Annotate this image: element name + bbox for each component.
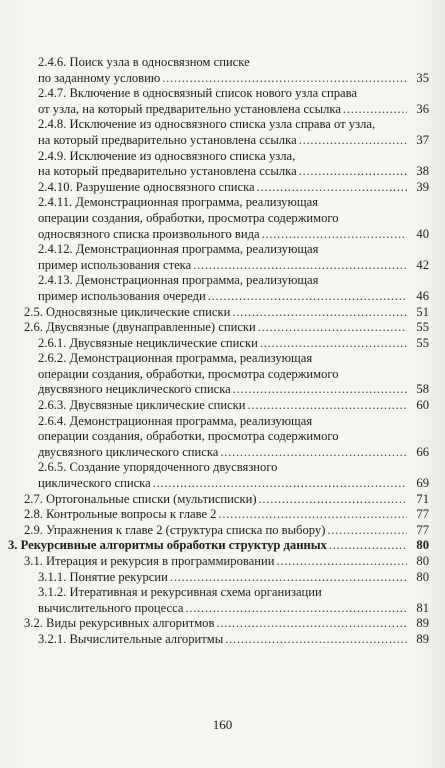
toc-entry-last-line bbox=[38, 398, 429, 414]
toc-entry bbox=[38, 117, 445, 148]
toc-entry bbox=[24, 507, 445, 523]
toc-page-number: 42 bbox=[416, 257, 429, 272]
toc-entry-text: от узла, на который предварительно установлена ссылка bbox=[38, 101, 341, 116]
toc-entry-last-line bbox=[24, 320, 429, 336]
toc-entry-text: 3. Рекурсивные алгоритмы обработки структур данных bbox=[8, 538, 327, 553]
toc-entry-text: 2.7. Ортогональные списки (мультисписки) bbox=[24, 491, 257, 506]
toc-entry-text: пример использования стека bbox=[38, 257, 192, 272]
dot-leader bbox=[193, 258, 407, 274]
dot-leader bbox=[153, 476, 407, 492]
dot-leader bbox=[327, 523, 407, 539]
toc-page-number: 89 bbox=[416, 616, 429, 631]
toc-page-number: 37 bbox=[416, 132, 429, 147]
toc-page-number: 55 bbox=[416, 335, 429, 350]
toc-entry-text: 3.1. Итерация и рекурсия в программировании bbox=[24, 554, 275, 568]
toc-entry bbox=[38, 585, 445, 616]
toc-entry-text: 2.4.12. Демонстрационная программа, реализующая bbox=[38, 242, 319, 257]
toc-entry-last-line bbox=[38, 102, 429, 118]
dot-leader bbox=[299, 133, 407, 149]
dot-leader bbox=[162, 71, 407, 87]
toc-entry bbox=[38, 351, 445, 398]
dot-leader bbox=[260, 336, 407, 352]
dot-leader bbox=[259, 492, 407, 508]
dot-leader bbox=[233, 382, 407, 398]
toc-entry bbox=[38, 460, 445, 491]
toc-entry-last-line bbox=[38, 289, 429, 305]
toc-entry-last-line bbox=[38, 632, 429, 648]
toc-entry-text: 2.4.8. Исключение из односвязного списка узла справа от узла, bbox=[38, 117, 376, 132]
toc-page-number: 66 bbox=[416, 444, 429, 459]
toc-entry bbox=[24, 305, 445, 321]
toc-entry-last-line bbox=[24, 554, 429, 570]
toc-entry bbox=[24, 554, 445, 570]
toc-page-number: 36 bbox=[416, 101, 429, 116]
toc-entry-text: 2.6.1. Двусвязные нециклические списки bbox=[38, 335, 258, 350]
toc-entry-last-line bbox=[38, 336, 429, 352]
toc-entry bbox=[24, 320, 445, 336]
toc-entry-text: 2.4.13. Демонстрационная программа, реализующая bbox=[38, 273, 319, 288]
toc-entry-last-line bbox=[38, 476, 429, 492]
toc-page-number: 51 bbox=[416, 304, 429, 319]
toc-page-number: 55 bbox=[416, 320, 429, 335]
toc-page-number: 35 bbox=[416, 70, 429, 85]
toc-entry bbox=[38, 273, 445, 304]
toc-entry-text: 2.6.2. Демонстрационная программа, реализующая bbox=[38, 351, 313, 366]
dot-leader bbox=[257, 180, 407, 196]
toc-entry-last-line bbox=[38, 445, 429, 461]
dot-leader bbox=[208, 289, 407, 305]
dot-leader bbox=[216, 616, 407, 632]
toc-entry-last-line bbox=[24, 616, 429, 632]
toc-entry-text: 2.6.3. Двусвязные циклические списки bbox=[38, 398, 246, 413]
toc-page-number: 77 bbox=[416, 507, 429, 522]
toc-entry bbox=[38, 149, 445, 180]
toc-entry-text: 3.2.1. Вычислительные алгоритмы bbox=[38, 631, 224, 646]
toc-entry-text: 3.1.2. Итеративная и рекурсивная схема организации bbox=[38, 585, 322, 600]
toc-entry bbox=[38, 55, 445, 86]
toc-entry-text: 2.5. Односвязные циклические списки bbox=[24, 304, 231, 319]
dot-leader bbox=[185, 601, 407, 617]
toc-entry bbox=[24, 616, 445, 632]
toc-entry-text: операции создания, обработки, просмотра содержимого bbox=[38, 429, 339, 444]
toc-entry-last-line bbox=[24, 507, 429, 523]
toc-entry-last-line bbox=[38, 71, 429, 87]
toc-entry bbox=[38, 336, 445, 352]
toc-entry-last-line bbox=[24, 305, 429, 321]
toc-page-number: 81 bbox=[416, 600, 429, 615]
toc-page-number: 60 bbox=[416, 398, 429, 413]
toc-entry-text: 2.6. Двусвязные (двунаправленные) списки bbox=[24, 320, 256, 335]
toc-entry bbox=[38, 195, 445, 242]
toc-entry-text: на который предварительно установлена ссылка bbox=[38, 164, 297, 179]
page-number: 160 bbox=[212, 717, 233, 732]
toc-page-number: 71 bbox=[416, 491, 429, 506]
toc-entry-last-line bbox=[24, 523, 429, 539]
toc-entry-text: циклического списка bbox=[38, 476, 151, 491]
table-of-contents bbox=[0, 55, 445, 648]
dot-leader bbox=[225, 632, 407, 648]
dot-leader bbox=[343, 102, 407, 118]
toc-entry bbox=[38, 242, 445, 273]
dot-leader bbox=[248, 398, 407, 414]
toc-page-number: 80 bbox=[416, 554, 429, 568]
toc-entry-last-line bbox=[38, 570, 429, 586]
toc-page-number: 89 bbox=[416, 631, 429, 646]
toc-entry-last-line bbox=[38, 258, 429, 274]
dot-leader bbox=[220, 445, 407, 461]
toc-entry-text: односвязного списка произвольного вида bbox=[38, 226, 260, 241]
dot-leader bbox=[170, 570, 407, 586]
toc-entry-text: 2.8. Контрольные вопросы к главе 2 bbox=[24, 507, 217, 522]
dot-leader bbox=[329, 538, 407, 554]
toc-page-number: 80 bbox=[416, 569, 429, 584]
toc-entry-last-line bbox=[38, 382, 429, 398]
toc-entry bbox=[8, 538, 445, 554]
toc-entry-last-line bbox=[24, 492, 429, 508]
dot-leader bbox=[258, 320, 407, 336]
toc-page-number: 39 bbox=[416, 179, 429, 194]
toc-entry-text: 3.1.1. Понятие рекурсии bbox=[38, 569, 168, 584]
toc-entry-last-line bbox=[38, 180, 429, 196]
toc-entry-last-line bbox=[8, 538, 429, 554]
toc-entry bbox=[38, 180, 445, 196]
toc-entry bbox=[24, 523, 445, 539]
toc-entry bbox=[38, 86, 445, 117]
toc-entry-text: 2.4.10. Разрушение односвязного списка bbox=[38, 179, 255, 194]
toc-page-number: 80 bbox=[416, 538, 429, 553]
toc-entry-text: пример использования очереди bbox=[38, 288, 206, 303]
toc-entry bbox=[38, 570, 445, 586]
toc-entry bbox=[24, 492, 445, 508]
toc-entry-text: вычислительного процесса bbox=[38, 600, 184, 615]
toc-entry-last-line bbox=[38, 164, 429, 180]
toc-entry-text: 2.6.4. Демонстрационная программа, реализующая bbox=[38, 413, 313, 428]
toc-entry-text: 2.9. Упражнения к главе 2 (структура списка по выбору) bbox=[24, 522, 326, 537]
toc-entry-text: 3.2. Виды рекурсивных алгоритмов bbox=[24, 616, 215, 631]
toc-entry bbox=[38, 414, 445, 461]
toc-entry-text: двусвязного циклического списка bbox=[38, 444, 219, 459]
dot-leader bbox=[262, 227, 407, 243]
toc-entry-text: операции создания, обработки, просмотра содержимого bbox=[38, 210, 339, 225]
toc-entry-text: 2.4.9. Исключение из односвязного списка узла, bbox=[38, 148, 296, 163]
toc-entry-text: по заданному условию bbox=[38, 70, 161, 85]
toc-entry bbox=[38, 632, 445, 648]
toc-page-number: 77 bbox=[416, 522, 429, 537]
toc-page-number: 38 bbox=[416, 164, 429, 179]
toc-page-number: 46 bbox=[416, 288, 429, 303]
toc-entry-text: операции создания, обработки, просмотра содержимого bbox=[38, 366, 339, 381]
toc-entry-text: 2.6.5. Создание упорядоченного двусвязного bbox=[38, 460, 278, 475]
toc-entry-last-line bbox=[38, 601, 429, 617]
dot-leader bbox=[232, 305, 407, 321]
toc-page-number: 58 bbox=[416, 382, 429, 397]
toc-entry-text: 2.4.11. Демонстрационная программа, реализующая bbox=[38, 195, 318, 210]
dot-leader bbox=[218, 507, 407, 523]
toc-entry bbox=[38, 398, 445, 414]
dot-leader bbox=[299, 164, 407, 180]
dot-leader bbox=[276, 554, 407, 570]
toc-entry-text: 2.4.7. Включение в односвязный список нового узла справа bbox=[38, 86, 357, 101]
toc-page-number: 69 bbox=[416, 476, 429, 491]
toc-entry-text: 2.4.6. Поиск узла в односвязном списке bbox=[38, 55, 250, 69]
toc-page-number: 40 bbox=[416, 226, 429, 241]
toc-entry-last-line bbox=[38, 227, 429, 243]
toc-entry-text: на который предварительно установлена ссылка bbox=[38, 132, 297, 147]
toc-entry-text: двусвязного нециклического списка bbox=[38, 382, 231, 397]
toc-entry-last-line bbox=[38, 133, 429, 149]
